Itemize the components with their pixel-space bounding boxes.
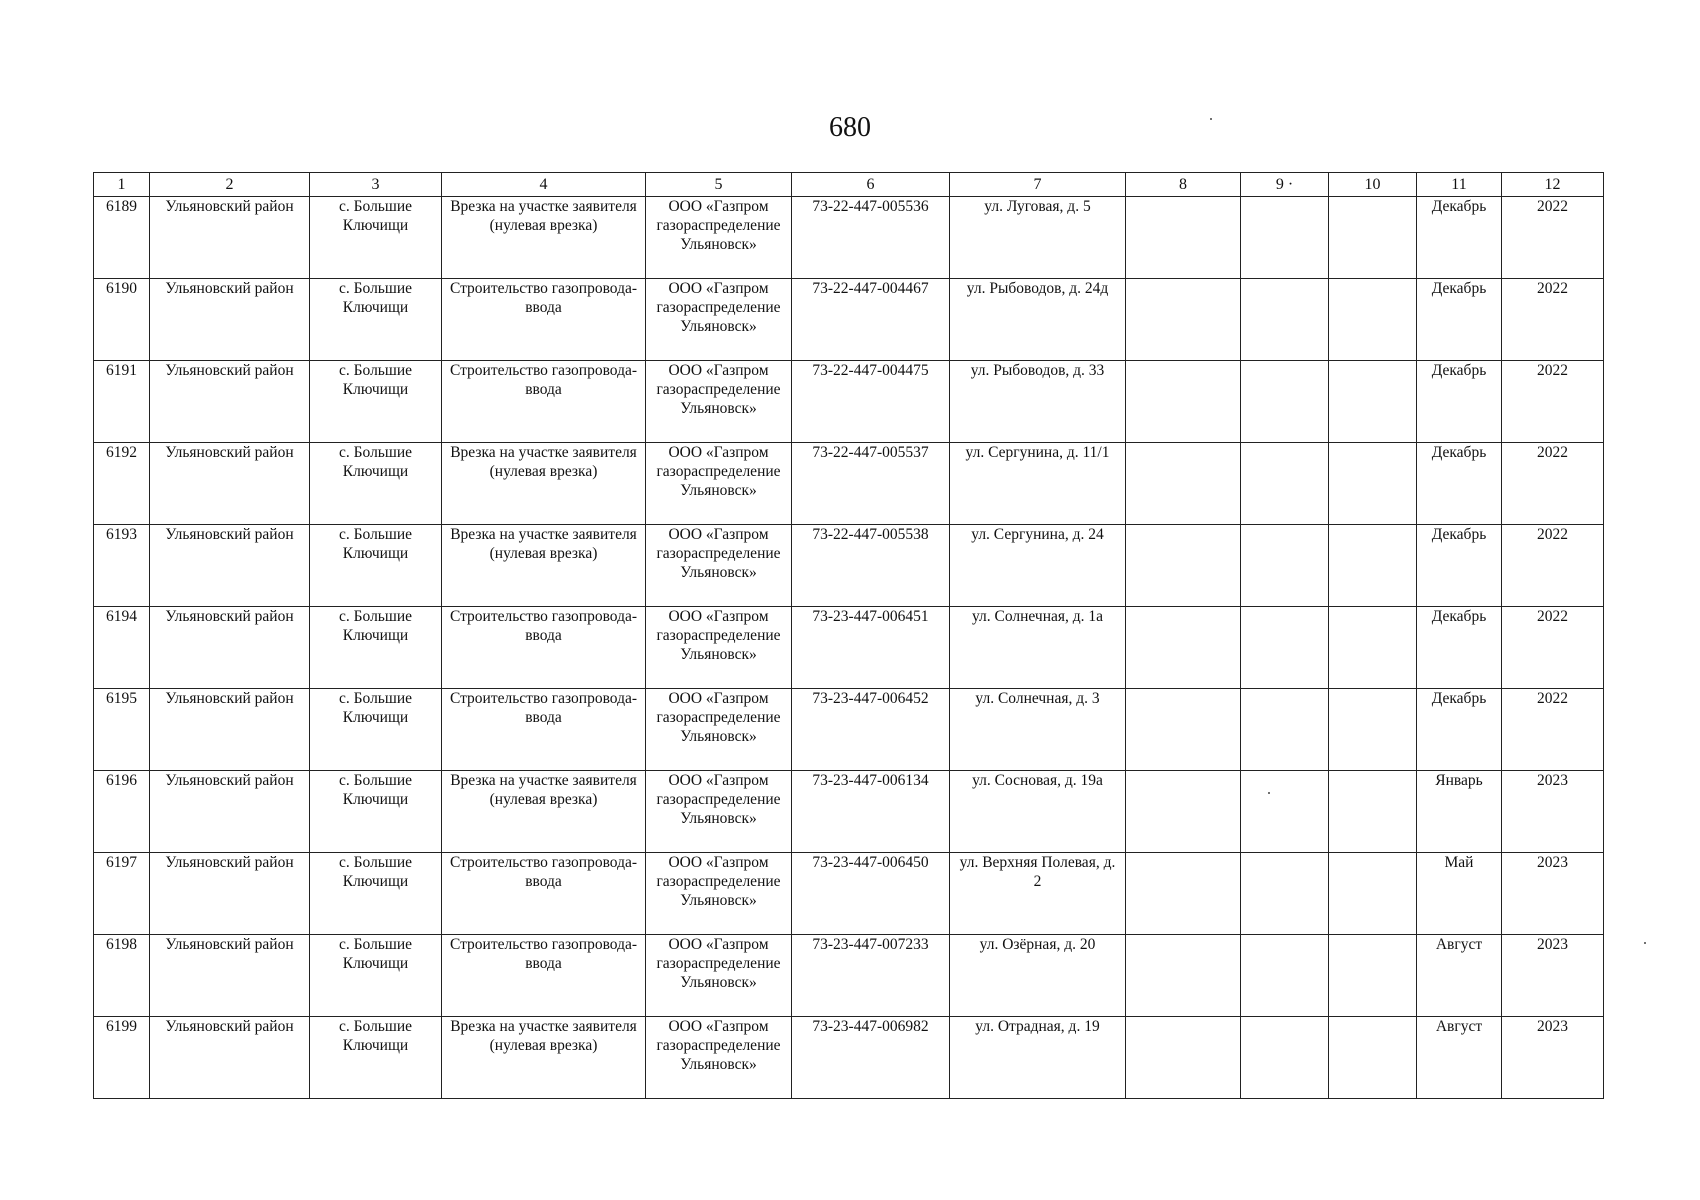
table-row bbox=[94, 935, 1604, 1017]
cell-work-type: Строительство газопровода-ввода bbox=[442, 607, 646, 689]
cell-district: Ульяновский район bbox=[150, 361, 310, 443]
cell-settlement: с. Большие Ключищи bbox=[310, 1017, 442, 1099]
cell-settlement: с. Большие Ключищи bbox=[310, 443, 442, 525]
cell-month: Декабрь bbox=[1417, 607, 1502, 689]
column-number: 9 · bbox=[1241, 173, 1329, 197]
cell-work-type: Врезка на участке заявителя (нулевая врезка) bbox=[442, 771, 646, 853]
cell-record-number: 6191 bbox=[94, 361, 150, 443]
cell-organization: ООО «Газпром газораспределение Ульяновск» bbox=[646, 689, 792, 771]
cell-address: ул. Рыбоводов, д. 33 bbox=[950, 361, 1126, 443]
cell-col-10 bbox=[1329, 935, 1417, 1017]
cell-col-8 bbox=[1126, 1017, 1241, 1099]
table-row bbox=[94, 525, 1604, 607]
cell-record-number: 6193 bbox=[94, 525, 150, 607]
cell-address: ул. Рыбоводов, д. 24д bbox=[950, 279, 1126, 361]
cell-address: ул. Сергунина, д. 24 bbox=[950, 525, 1126, 607]
cell-object-id: 73-22-447-005536 bbox=[792, 197, 950, 279]
cell-organization: ООО «Газпром газораспределение Ульяновск» bbox=[646, 361, 792, 443]
cell-month: Декабрь bbox=[1417, 197, 1502, 279]
cell-month: Декабрь bbox=[1417, 689, 1502, 771]
cell-object-id: 73-23-447-006452 bbox=[792, 689, 950, 771]
cell-object-id: 73-22-447-005537 bbox=[792, 443, 950, 525]
cell-col-9 bbox=[1241, 443, 1329, 525]
cell-work-type: Врезка на участке заявителя (нулевая врезка) bbox=[442, 197, 646, 279]
cell-district: Ульяновский район bbox=[150, 935, 310, 1017]
cell-address: ул. Луговая, д. 5 bbox=[950, 197, 1126, 279]
table-row bbox=[94, 443, 1604, 525]
cell-record-number: 6192 bbox=[94, 443, 150, 525]
cell-address: ул. Солнечная, д. 3 bbox=[950, 689, 1126, 771]
cell-work-type: Строительство газопровода-ввода bbox=[442, 935, 646, 1017]
cell-record-number: 6195 bbox=[94, 689, 150, 771]
register-body bbox=[94, 197, 1604, 1099]
column-number: 5 bbox=[646, 173, 792, 197]
cell-district: Ульяновский район bbox=[150, 279, 310, 361]
column-number: 1 bbox=[94, 173, 150, 197]
cell-record-number: 6194 bbox=[94, 607, 150, 689]
table-row bbox=[94, 853, 1604, 935]
cell-col-9 bbox=[1241, 525, 1329, 607]
table-row bbox=[94, 361, 1604, 443]
cell-col-10 bbox=[1329, 443, 1417, 525]
cell-col-9 bbox=[1241, 935, 1329, 1017]
cell-district: Ульяновский район bbox=[150, 443, 310, 525]
cell-object-id: 73-22-447-004475 bbox=[792, 361, 950, 443]
cell-address: ул. Отрадная, д. 19 bbox=[950, 1017, 1126, 1099]
cell-record-number: 6196 bbox=[94, 771, 150, 853]
column-number: 12 bbox=[1502, 173, 1604, 197]
cell-object-id: 73-23-447-006134 bbox=[792, 771, 950, 853]
cell-col-9 bbox=[1241, 197, 1329, 279]
column-number: 6 bbox=[792, 173, 950, 197]
column-number: 4 bbox=[442, 173, 646, 197]
cell-col-8 bbox=[1126, 935, 1241, 1017]
cell-settlement: с. Большие Ключищи bbox=[310, 689, 442, 771]
cell-month: Май bbox=[1417, 853, 1502, 935]
table-row bbox=[94, 279, 1604, 361]
cell-month: Август bbox=[1417, 935, 1502, 1017]
cell-work-type: Строительство газопровода-ввода bbox=[442, 361, 646, 443]
cell-month: Январь bbox=[1417, 771, 1502, 853]
cell-object-id: 73-23-447-006451 bbox=[792, 607, 950, 689]
cell-organization: ООО «Газпром газораспределение Ульяновск» bbox=[646, 1017, 792, 1099]
cell-col-10 bbox=[1329, 1017, 1417, 1099]
cell-work-type: Строительство газопровода-ввода bbox=[442, 853, 646, 935]
cell-settlement: с. Большие Ключищи bbox=[310, 279, 442, 361]
cell-year: 2022 bbox=[1502, 197, 1604, 279]
cell-col-10 bbox=[1329, 197, 1417, 279]
cell-district: Ульяновский район bbox=[150, 1017, 310, 1099]
cell-address: ул. Солнечная, д. 1а bbox=[950, 607, 1126, 689]
cell-record-number: 6190 bbox=[94, 279, 150, 361]
cell-district: Ульяновский район bbox=[150, 197, 310, 279]
cell-object-id: 73-23-447-006450 bbox=[792, 853, 950, 935]
cell-col-8 bbox=[1126, 607, 1241, 689]
cell-settlement: с. Большие Ключищи bbox=[310, 771, 442, 853]
column-number: 8 bbox=[1126, 173, 1241, 197]
cell-col-9 bbox=[1241, 853, 1329, 935]
cell-district: Ульяновский район bbox=[150, 607, 310, 689]
cell-col-8 bbox=[1126, 853, 1241, 935]
column-number-row bbox=[94, 173, 1604, 197]
column-number: 3 bbox=[310, 173, 442, 197]
cell-col-8 bbox=[1126, 443, 1241, 525]
cell-col-10 bbox=[1329, 771, 1417, 853]
register-table bbox=[93, 172, 1604, 1099]
cell-col-8 bbox=[1126, 279, 1241, 361]
cell-object-id: 73-23-447-007233 bbox=[792, 935, 950, 1017]
cell-col-10 bbox=[1329, 525, 1417, 607]
cell-organization: ООО «Газпром газораспределение Ульяновск» bbox=[646, 935, 792, 1017]
cell-record-number: 6199 bbox=[94, 1017, 150, 1099]
cell-year: 2022 bbox=[1502, 525, 1604, 607]
cell-object-id: 73-22-447-004467 bbox=[792, 279, 950, 361]
cell-organization: ООО «Газпром газораспределение Ульяновск» bbox=[646, 443, 792, 525]
cell-col-8 bbox=[1126, 361, 1241, 443]
cell-month: Декабрь bbox=[1417, 443, 1502, 525]
cell-organization: ООО «Газпром газораспределение Ульяновск» bbox=[646, 197, 792, 279]
table-row bbox=[94, 197, 1604, 279]
cell-year: 2022 bbox=[1502, 361, 1604, 443]
cell-settlement: с. Большие Ключищи bbox=[310, 853, 442, 935]
scan-speck bbox=[1210, 118, 1212, 120]
cell-year: 2022 bbox=[1502, 607, 1604, 689]
cell-year: 2022 bbox=[1502, 279, 1604, 361]
cell-work-type: Врезка на участке заявителя (нулевая врезка) bbox=[442, 525, 646, 607]
cell-month: Декабрь bbox=[1417, 279, 1502, 361]
column-number: 11 bbox=[1417, 173, 1502, 197]
cell-settlement: с. Большие Ключищи bbox=[310, 525, 442, 607]
cell-object-id: 73-23-447-006982 bbox=[792, 1017, 950, 1099]
cell-record-number: 6189 bbox=[94, 197, 150, 279]
cell-col-8 bbox=[1126, 197, 1241, 279]
cell-col-9 bbox=[1241, 771, 1329, 853]
table-row bbox=[94, 607, 1604, 689]
cell-organization: ООО «Газпром газораспределение Ульяновск» bbox=[646, 525, 792, 607]
cell-district: Ульяновский район bbox=[150, 689, 310, 771]
cell-col-10 bbox=[1329, 607, 1417, 689]
cell-col-9 bbox=[1241, 1017, 1329, 1099]
cell-col-9 bbox=[1241, 689, 1329, 771]
cell-col-10 bbox=[1329, 279, 1417, 361]
cell-organization: ООО «Газпром газораспределение Ульяновск» bbox=[646, 771, 792, 853]
cell-month: Декабрь bbox=[1417, 361, 1502, 443]
cell-work-type: Врезка на участке заявителя (нулевая врезка) bbox=[442, 443, 646, 525]
page-number: 680 bbox=[829, 112, 871, 143]
cell-settlement: с. Большие Ключищи bbox=[310, 935, 442, 1017]
cell-month: Август bbox=[1417, 1017, 1502, 1099]
cell-col-10 bbox=[1329, 853, 1417, 935]
cell-year: 2022 bbox=[1502, 689, 1604, 771]
cell-col-9 bbox=[1241, 279, 1329, 361]
cell-work-type: Строительство газопровода-ввода bbox=[442, 689, 646, 771]
cell-year: 2023 bbox=[1502, 853, 1604, 935]
cell-object-id: 73-22-447-005538 bbox=[792, 525, 950, 607]
cell-settlement: с. Большие Ключищи bbox=[310, 197, 442, 279]
cell-address: ул. Верхняя Полевая, д. 2 bbox=[950, 853, 1126, 935]
cell-col-9 bbox=[1241, 607, 1329, 689]
cell-month: Декабрь bbox=[1417, 525, 1502, 607]
table-row bbox=[94, 1017, 1604, 1099]
table-row bbox=[94, 771, 1604, 853]
cell-settlement: с. Большие Ключищи bbox=[310, 607, 442, 689]
cell-year: 2023 bbox=[1502, 1017, 1604, 1099]
cell-settlement: с. Большие Ключищи bbox=[310, 361, 442, 443]
cell-year: 2023 bbox=[1502, 935, 1604, 1017]
cell-record-number: 6197 bbox=[94, 853, 150, 935]
cell-record-number: 6198 bbox=[94, 935, 150, 1017]
cell-district: Ульяновский район bbox=[150, 771, 310, 853]
column-number: 10 bbox=[1329, 173, 1417, 197]
cell-organization: ООО «Газпром газораспределение Ульяновск» bbox=[646, 853, 792, 935]
cell-year: 2022 bbox=[1502, 443, 1604, 525]
cell-organization: ООО «Газпром газораспределение Ульяновск» bbox=[646, 607, 792, 689]
cell-district: Ульяновский район bbox=[150, 525, 310, 607]
cell-col-8 bbox=[1126, 689, 1241, 771]
column-number: 7 bbox=[950, 173, 1126, 197]
cell-work-type: Строительство газопровода-ввода bbox=[442, 279, 646, 361]
scan-speck bbox=[1644, 942, 1646, 944]
cell-address: ул. Сергунина, д. 11/1 bbox=[950, 443, 1126, 525]
cell-col-8 bbox=[1126, 525, 1241, 607]
cell-col-10 bbox=[1329, 689, 1417, 771]
cell-col-10 bbox=[1329, 361, 1417, 443]
table-row bbox=[94, 689, 1604, 771]
column-number: 2 bbox=[150, 173, 310, 197]
cell-work-type: Врезка на участке заявителя (нулевая врезка) bbox=[442, 1017, 646, 1099]
cell-organization: ООО «Газпром газораспределение Ульяновск» bbox=[646, 279, 792, 361]
cell-address: ул. Сосновая, д. 19а bbox=[950, 771, 1126, 853]
cell-col-8 bbox=[1126, 771, 1241, 853]
cell-year: 2023 bbox=[1502, 771, 1604, 853]
cell-district: Ульяновский район bbox=[150, 853, 310, 935]
cell-col-9 bbox=[1241, 361, 1329, 443]
cell-address: ул. Озёрная, д. 20 bbox=[950, 935, 1126, 1017]
